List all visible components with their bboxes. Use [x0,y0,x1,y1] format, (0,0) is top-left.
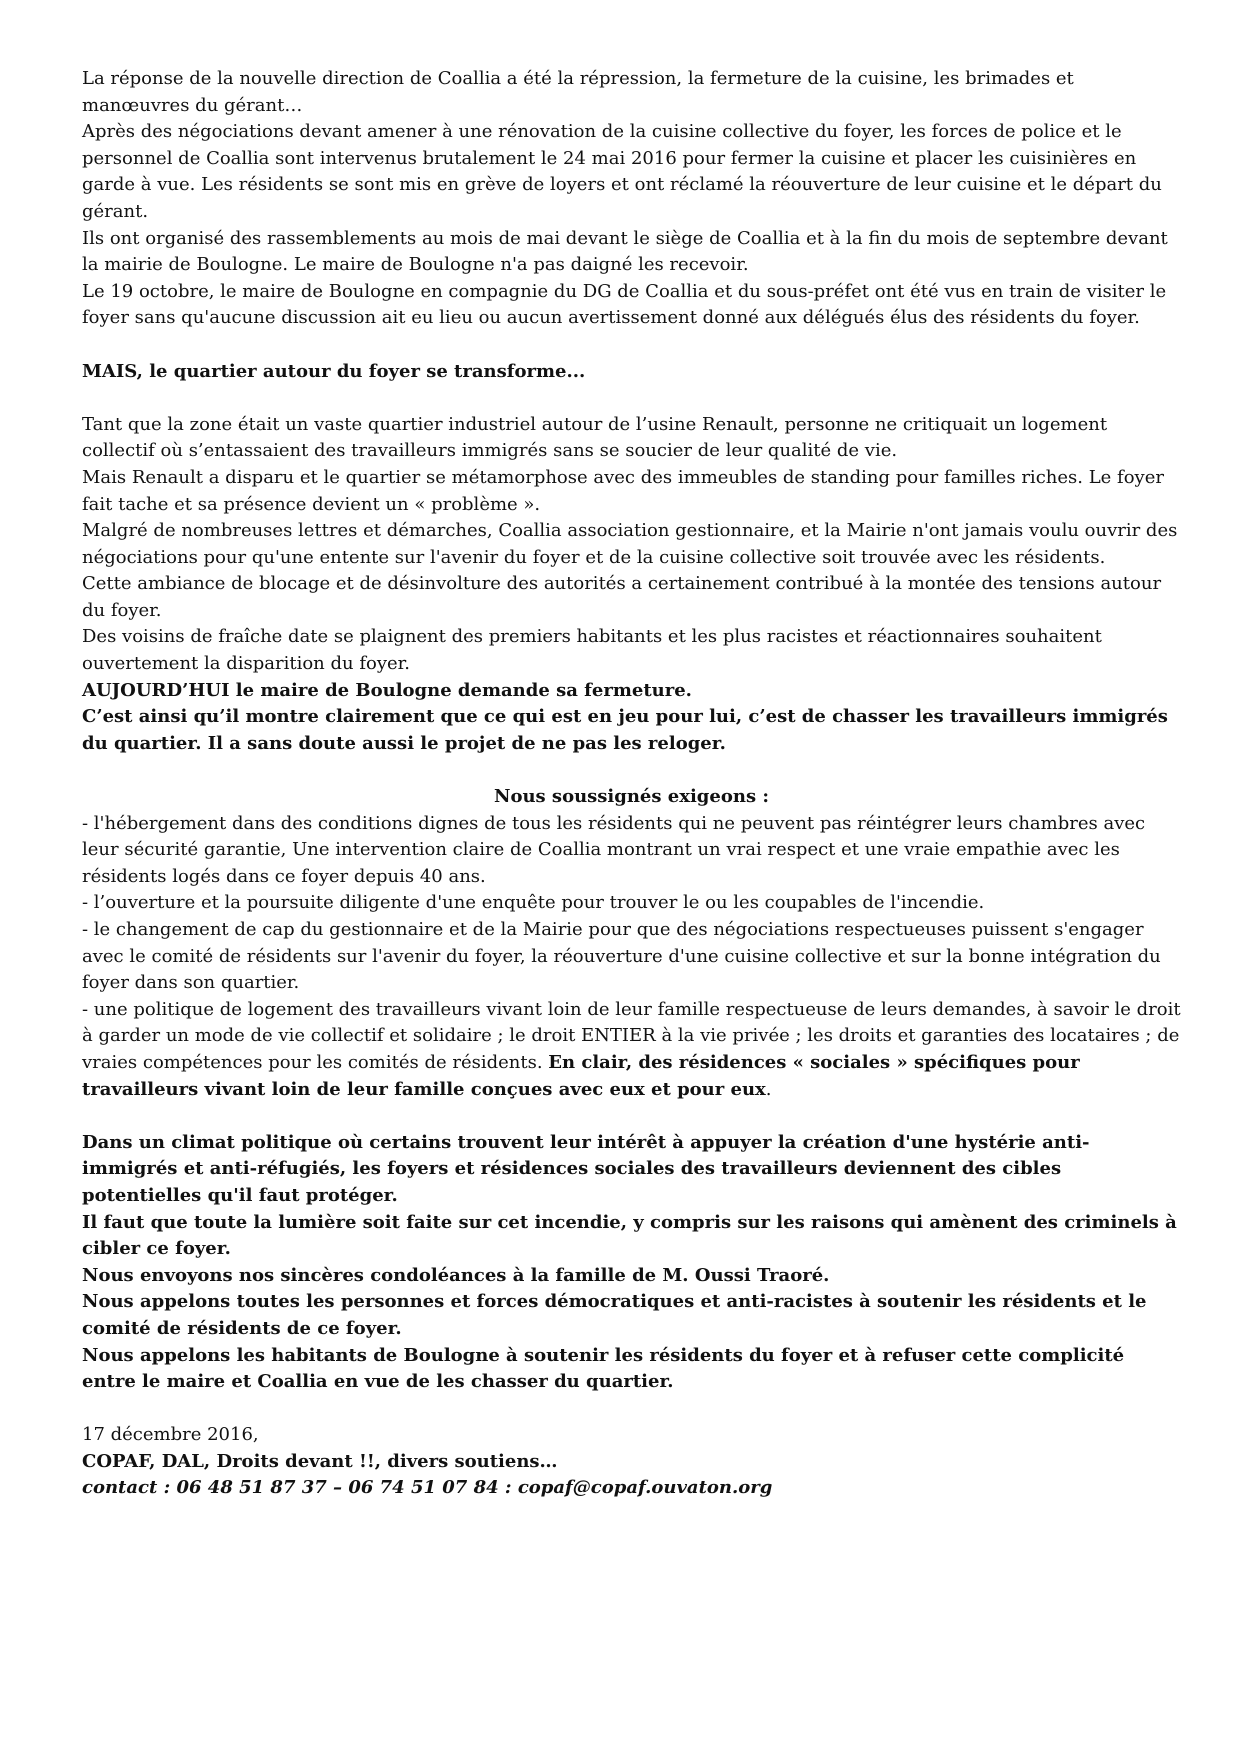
spacer [82,332,1181,359]
closing-paragraph: Il faut que toute la lumière soit faite sur cet incendie, y compris sur les raisons qui amènent des criminels à cibler ce foyer. [82,1211,1177,1260]
demand-last-end: . [765,1078,772,1100]
closing-paragraph: Nous appelons toutes les personnes et forces démocratiques et anti-racistes à soutenir les résidents et le comité de résidents de ce foyer. [82,1291,1147,1339]
signature-block [82,1422,1181,1502]
intro-paragraph: Après des négociations devant amener à une rénovation de la cuisine collective du foyer, les forces de police et le personnel de Coallia sont intervenus brutalement le 24 mai 2016 pour fermer la cuisine et placer les cuisinières en garde à vue. Les résidents se sont mis en grève de loyers et ont réclamé la réouverture de leur cuisine et le départ du gérant. [82,121,1162,222]
closing-paragraph: Nous appelons les habitants de Boulogne à soutenir les résidents du foyer et à refuser cette complicité entre le maire et Coallia en vue de les chasser du quartier. [82,1344,1125,1393]
quartier-paragraph: Tant que la zone était un vaste quartier industriel autour de l’usine Renault, personne ne critiquait un logement collectif où s’entassaient des travailleurs immigrés sans se soucier de leur qualité de vie. [82,413,1108,462]
document-date: 17 décembre 2016, [82,1424,259,1446]
intro-paragraph: La réponse de la nouvelle direction de Coallia a été la répression, la fermeture de la cuisine, les brimades et manœuvres du gérant… [82,68,1074,116]
spacer [82,1103,1181,1130]
demand-item: - le changement de cap du gestionnaire et de la Mairie pour que des négociations respectueuses puissent s'engager avec le comité de résidents sur l'avenir du foyer, la réouverture d'une cuisine collective et sur la bonne intégration du foyer dans son quartier. [82,919,1161,994]
spacer [82,1396,1181,1423]
demands-list [82,811,1181,1104]
quartier-paragraph: Mais Renault a disparu et le quartier se métamorphose avec des immeubles de standing pour familles riches. Le foyer fait tache et sa présence devient un « problème ». [82,466,1164,515]
section-heading-quartier: MAIS, le quartier autour du foyer se transforme... [82,360,586,382]
demand-item-last [82,997,1181,1103]
demand-item: - l’ouverture et la poursuite diligente d'une enquête pour trouver le ou les coupables de l'incendie. [82,892,985,914]
spacer [82,757,1181,784]
demand-last-text: - une politique de logement des travailleurs vivant loin de leur famille respectueuse de leurs demandes, à savoir le droit à garder un mode de vie collectif et solidaire ; le droit ENTIER à la vie privée ; les droits et garanties des locataires ; de vraies compétences pour les comités de résidents. [82,998,1181,1073]
intro-section [82,66,1181,332]
contact-line: contact : 06 48 51 87 37 – 06 74 51 07 84 : copaf@copaf.ouvaton.org [82,1477,773,1499]
quartier-section [82,412,1181,758]
demand-last-bold: En clair, des résidences « sociales » spécifiques pour travailleurs vivant loin de leur famille conçues avec eux et pour eux [82,1051,1080,1100]
intro-paragraph: Le 19 octobre, le maire de Boulogne en compagnie du DG de Coallia et du sous-préfet ont été vus en train de visiter le foyer sans qu'aucune discussion ait eu lieu ou aucun avertissement donné aux délégués élus des résidents du foyer. [82,280,1167,329]
signatories: COPAF, DAL, Droits devant !!, divers soutiens… [82,1450,558,1472]
quartier-paragraph: Malgré de nombreuses lettres et démarches, Coallia association gestionnaire, et la Mairie n'ont jamais voulu ouvrir des négociations pour qu'une entente sur l'avenir du foyer et de la cuisine collective soit trouvée avec les résidents. [82,520,1178,568]
aujourdhui-paragraph: AUJOURD’HUI le maire de Boulogne demande sa fermeture. [82,679,692,701]
quartier-paragraph: Cette ambiance de blocage et de désinvolture des autorités a certainement contribué à la montée des tensions autour du foyer. [82,573,1162,621]
demand-item: - l'hébergement dans des conditions dignes de tous les résidents qui ne peuvent pas réintégrer leurs chambres avec leur sécurité garantie, Une intervention claire de Coallia montrant un vrai respect et une vraie empathie avec les résidents logés dans ce foyer depuis 40 ans. [82,812,1146,887]
section-heading-exigeons: Nous soussignés exigeons : [493,786,769,808]
spacer [82,385,1181,412]
aujourdhui-paragraph: C’est ainsi qu’il montre clairement que ce qui est en jeu pour lui, c’est de chasser les travailleurs immigrés du quartier. Il a sans doute aussi le projet de ne pas les reloger. [82,706,1168,754]
quartier-paragraph: Des voisins de fraîche date se plaignent des premiers habitants et les plus racistes et réactionnaires souhaitent ouvertement la disparition du foyer. [82,626,1102,675]
intro-paragraph: Ils ont organisé des rassemblements au mois de mai devant le siège de Coallia et à la fin du mois de septembre devant la mairie de Boulogne. Le maire de Boulogne n'a pas daigné les recevoir. [82,227,1168,276]
closing-paragraph: Nous envoyons nos sincères condoléances à la famille de M. Oussi Traoré. [82,1264,830,1286]
closing-paragraph: Dans un climat politique où certains trouvent leur intérêt à appuyer la création d'une hystérie anti-immigrés et anti-réfugiés, les foyers et résidences sociales des travailleurs deviennent des cibles potentielles qu'il faut protéger. [82,1131,1090,1206]
closing-section [82,1130,1181,1396]
